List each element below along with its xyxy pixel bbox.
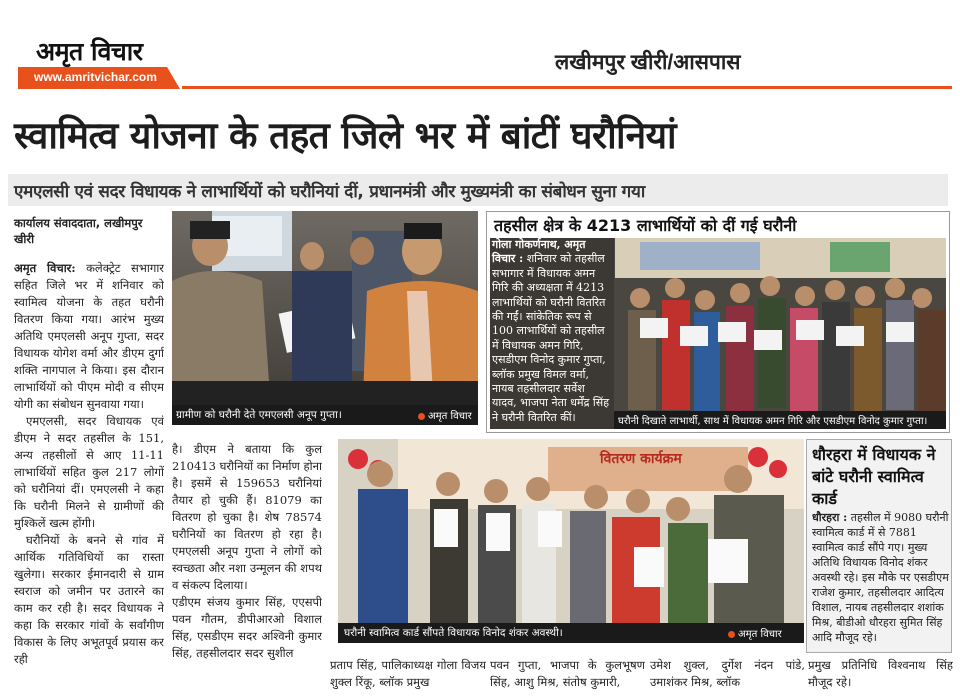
section-title: लखीमपुर खीरी/आसपास — [555, 51, 741, 74]
photo-banner-text: वितरण कार्यक्रम — [600, 451, 682, 467]
photo-dhaurahra-distribution — [338, 439, 804, 643]
photo-credit — [728, 626, 782, 640]
sidebar-story-dhaurahra-text — [812, 510, 950, 645]
article-paragraph: घरौनियों के बनने से गांव में आर्थिक गतिविधियों का रास्ता खुलेगा। सरकार ईमानदारी से ग्राम स्वराज को जमीन पर उतारने का काम कर रही है। सदर विधायक ने कहा कि सरकार गांवों के सर्वांगीण विकास के लिए अभूतपूर्व प्रयास कर रही — [14, 533, 164, 666]
headline: स्वामित्व योजना के तहत जिले भर में बांटीं घरौनियां — [14, 114, 677, 157]
article-paragraph — [14, 260, 164, 413]
masthead-rule — [182, 86, 952, 89]
photo-caption: घरौनी स्वामित्व कार्ड सौंपते विधायक विनोद शंकर अवस्थी। — [344, 627, 563, 639]
article-text: कलेक्ट्रेट सभागार सहित जिले भर में शनिवार को स्वामित्व योजना के तहत घरौनी वितरण किया गया। आरंभ मुख्य अतिथि एमएलसी अनूप गुप्ता, सदर विधायक योगेश वर्मा और डीएम दुर्गा शक्ति नागपाल ने किया। इस दौरान लाभार्थियों को पीएम मोदी व सीएम योगी का संबोधन सुनवाया गया। — [14, 261, 164, 411]
article-column-3: प्रताप सिंह, पालिकाध्यक्ष गोला विजय शुक्ल रिंकू, ब्लॉक प्रमुख — [330, 658, 486, 689]
photo-caption: घरौनी दिखाते लाभार्थी, साथ में विधायक अमन गिरि और एसडीएम विनोद कुमार गुप्ता। — [618, 416, 928, 427]
article-column-2: है। डीएम ने बताया कि कुल 210413 घरौनियों का निर्माण होना है। इसमें से 159653 घरौनियां तैयार हो चुकी हैं। 81079 का वितरण हो चुका है। शेष 78574 घरौनियों का वितरण हो रहा है। एमएलसी अनूप गुप्ता ने लोगों को स्वच्छता और नशा उन्मूलन की शपथ व संकल्प दिलाया। एडीएम संजय कुमार सिंह, एएसपी पवन गौतम, डीपीआरओ विशाल सिंह, एसडीएम सदर अश्विनी कुमार सिंह, तहसीलदार सदर सुशील — [172, 442, 322, 660]
photo-mlc-distribution-image — [172, 211, 478, 425]
photo-caption: ग्रामीण को घरौनी देते एमएलसी अनूप गुप्ता। — [176, 409, 342, 421]
credit-dot-icon — [418, 413, 425, 420]
article-column-1 — [14, 260, 164, 690]
credit-dot-icon — [728, 631, 735, 638]
byline: कार्यालय संवाददाता, लखीमपुर खीरी — [14, 216, 143, 246]
article-paragraph: एमएलसी, सदर विधायक एवं डीएम ने सदर तहसील के 151, अन्य तहसीलों से आए 11-11 लाभार्थियों सहित कुल 217 लोगों को घरौनियां दीं। एमएलसी ने कहा कि घरौनी मिलने से ग्रामीणों की मुश्किलें खत्म होंगी। — [14, 414, 164, 530]
article-column-6: प्रमुख प्रतिनिधि विश्वनाथ सिंह मौजूद रहे। — [808, 658, 953, 689]
photo-credit-text: अमृत विचार — [428, 411, 472, 422]
sidebar-story-dhaurahra-title: धौरहरा में विधायक ने बांटे घरौनी स्वामित्व कार्ड — [812, 445, 936, 508]
website-url[interactable]: www.amritvichar.com — [34, 70, 157, 84]
sidebar-story-gola-title: तहसील क्षेत्र के 4213 लाभार्थियों को दीं गई घरौनी — [494, 216, 797, 235]
newspaper-logo: अमृत विचार — [36, 37, 143, 66]
article-column-5: उमेश शुक्ल, दुर्गेश नंदन पांडे, उमाशंकर मिश्र, ब्लॉक — [650, 658, 805, 689]
sidebar-story-dhaurahra-dateline: धौरहरा : — [812, 511, 848, 524]
sidebar-story-gola-dateline: गोला गोकर्णनाथ, अमृत विचार : — [492, 238, 586, 266]
photo-credit-text: अमृत विचार — [738, 629, 782, 640]
lead-label: अमृत विचार: — [14, 261, 76, 275]
photo-credit — [418, 408, 472, 422]
sidebar-story-dhaurahra-body: तहसील में 9080 घरौनी स्वामित्व कार्ड में से 7881 स्वामित्व कार्ड सौंपे गए। मुख्य अतिथि विधायक विनोद शंकर अवस्थी रहे। इस मौके पर एसडीएम राजेश कुमार, तहसीलदार आदित्य विशाल, नायब तहसीलदार शशांक मिश्र, बीडीओ धौरहरा सुमित सिंह आदि मौजूद रहे। — [812, 511, 949, 644]
subheadline: एमएलसी एवं सदर विधायक ने लाभार्थियों को घरौनियां दीं, प्रधानमंत्री और मुख्यमंत्री का संबोधन सुना गया — [14, 182, 645, 202]
article-column-4: पवन गुप्ता, भाजपा के कुलभूषण सिंह, आशु मिश्र, संतोष कुमारी, — [490, 658, 645, 689]
photo-dhaurahra-distribution-image — [338, 439, 804, 643]
sidebar-story-gola-body: शनिवार को तहसील सभागार में विधायक अमन गिरि की अध्यक्षता में 4213 लाभार्थियों को घरौनी वितरित की गईं। सांकेतिक रूप से 100 लाभार्थियों को तहसील में विधायक अमन गिरि, एसडीएम विनोद कुमार गुप्ता, ब्लॉक प्रमुख विमल वर्मा, नायब तहसीलदार सर्वेश यादव, भाजपा नेता धर्मेंद्र सिंह ने घरौनी वितरित कीं। — [492, 252, 610, 424]
photo-mlc-distribution — [172, 211, 478, 425]
sidebar-story-gola-text — [492, 238, 612, 425]
